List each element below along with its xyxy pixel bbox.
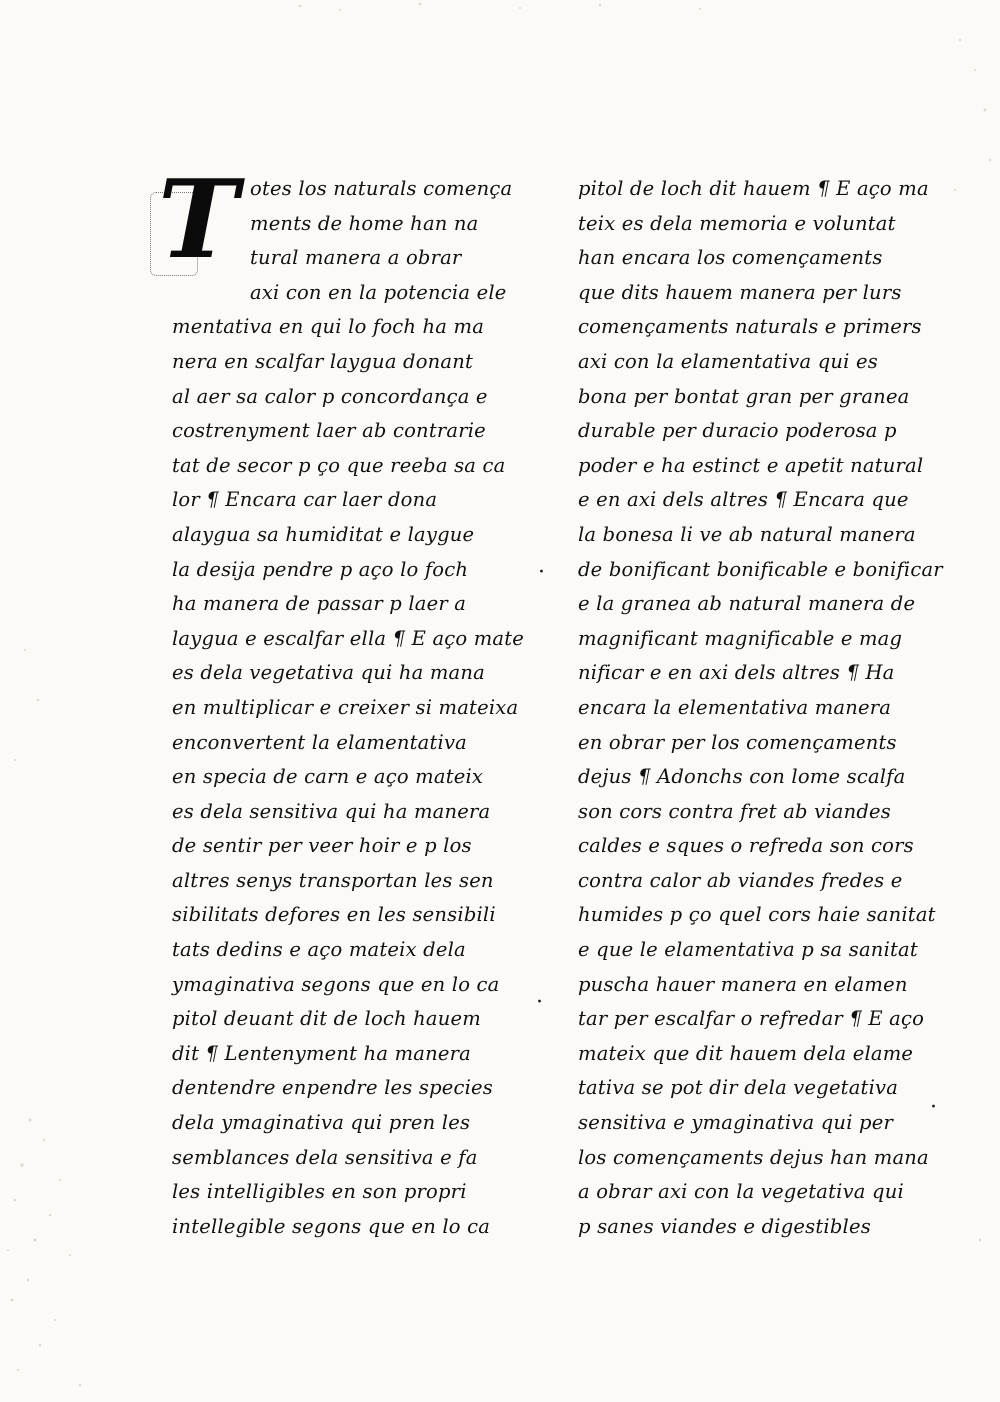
text-line: teix es dela memoria e voluntat bbox=[578, 211, 896, 235]
text-line: a obrar axi con la vegetativa qui bbox=[578, 1180, 904, 1204]
text-line: encara la elementativa manera bbox=[578, 695, 892, 719]
initial-letter: T bbox=[158, 157, 239, 283]
text-line: en specia de carn e aço mateix bbox=[172, 765, 484, 789]
text-line: la desija pendre p aço lo foch bbox=[172, 557, 469, 581]
text-line: nera en scalfar laygua donant bbox=[172, 349, 474, 373]
text-line: durable per duracio poderosa p bbox=[578, 419, 897, 443]
text-line: laygua e escalfar ella ¶ E aço mate bbox=[172, 626, 525, 650]
margin-mark: · bbox=[930, 1095, 937, 1120]
text-line: alaygua sa humiditat e laygue bbox=[172, 522, 475, 546]
text-column-left bbox=[172, 172, 552, 1244]
text-line: tats dedins e aço mateix dela bbox=[172, 938, 466, 962]
text-line: en multiplicar e creixer si mateixa bbox=[172, 695, 519, 719]
text-line: bona per bontat gran per granea bbox=[578, 384, 910, 408]
text-line: han encara los començaments bbox=[578, 246, 883, 270]
text-line: intellegible segons que en lo ca bbox=[172, 1214, 491, 1238]
text-line: pitol de loch dit hauem ¶ E aço ma bbox=[578, 177, 929, 200]
text-line: començaments naturals e primers bbox=[578, 315, 922, 339]
text-line: dejus ¶ Adonchs con lome scalfa bbox=[578, 765, 906, 789]
text-line: e la granea ab natural manera de bbox=[578, 592, 916, 616]
text-line: mentativa en qui lo foch ha ma bbox=[172, 315, 485, 339]
text-line: de bonificant bonificable e bonificar bbox=[578, 557, 943, 581]
text-column-right bbox=[578, 172, 978, 1244]
text-line: ha manera de passar p laer a bbox=[172, 592, 467, 616]
text-line: p sanes viandes e digestibles bbox=[578, 1214, 871, 1238]
text-line: semblances dela sensitiva e fa bbox=[172, 1145, 478, 1169]
text-line: e en axi dels altres ¶ Encara que bbox=[578, 488, 909, 512]
text-line: dentendre enpendre les species bbox=[172, 1076, 493, 1100]
text-line: tar per escalfar o refredar ¶ E aço bbox=[578, 1007, 925, 1031]
text-line: otes los naturals comença bbox=[250, 177, 513, 200]
margin-mark: · bbox=[536, 990, 543, 1015]
text-line: tativa se pot dir dela vegetativa bbox=[578, 1076, 899, 1100]
text-line: magnificant magnificable e mag bbox=[578, 626, 903, 650]
text-line: pitol deuant dit de loch hauem bbox=[172, 1007, 481, 1031]
text-line: costrenyment laer ab contrarie bbox=[172, 419, 486, 443]
text-line: es dela sensitiva qui ha manera bbox=[172, 799, 491, 823]
text-line: puscha hauer manera en elamen bbox=[578, 972, 908, 996]
text-line: sibilitats defores en les sensibili bbox=[172, 903, 496, 927]
text-line: de sentir per veer hoir e p los bbox=[172, 834, 472, 858]
text-line: que dits hauem manera per lurs bbox=[578, 280, 902, 304]
text-line: humides p ço quel cors haie sanitat bbox=[578, 903, 936, 927]
text-line: son cors contra fret ab viandes bbox=[578, 799, 891, 823]
text-line: axi con la elamentativa qui es bbox=[578, 349, 878, 373]
margin-mark: · bbox=[538, 560, 545, 585]
text-line: tural manera a obrar bbox=[250, 246, 462, 270]
text-line: los començaments dejus han mana bbox=[578, 1145, 929, 1169]
text-line: lor ¶ Encara car laer dona bbox=[172, 488, 438, 512]
text-line: ments de home han na bbox=[250, 211, 479, 235]
text-line: tat de secor p ço que reeba sa ca bbox=[172, 453, 506, 477]
text-line: en obrar per los començaments bbox=[578, 730, 897, 754]
text-line: dela ymaginativa qui pren les bbox=[172, 1111, 471, 1135]
text-line: altres senys transportan les sen bbox=[172, 868, 494, 892]
text-line: caldes e sques o refreda son cors bbox=[578, 834, 914, 858]
text-line: la bonesa li ve ab natural manera bbox=[578, 522, 916, 546]
text-line: poder e ha estinct e apetit natural bbox=[578, 453, 924, 477]
text-line: e que le elamentativa p sa sanitat bbox=[578, 938, 918, 962]
text-line: mateix que dit hauem dela elame bbox=[578, 1041, 914, 1065]
text-line: axi con en la potencia ele bbox=[250, 280, 507, 304]
text-line: enconvertent la elamentativa bbox=[172, 730, 467, 754]
text-line: es dela vegetativa qui ha mana bbox=[172, 661, 485, 685]
text-line: ymaginativa segons que en lo ca bbox=[172, 972, 500, 996]
text-line: les intelligibles en son propri bbox=[172, 1180, 467, 1204]
text-line: al aer sa calor p concordança e bbox=[172, 384, 488, 408]
text-line: dit ¶ Lentenyment ha manera bbox=[172, 1041, 471, 1065]
text-line: sensitiva e ymaginativa qui per bbox=[578, 1111, 893, 1135]
text-line: nificar e en axi dels altres ¶ Ha bbox=[578, 661, 895, 685]
text-line: contra calor ab viandes fredes e bbox=[578, 868, 903, 892]
